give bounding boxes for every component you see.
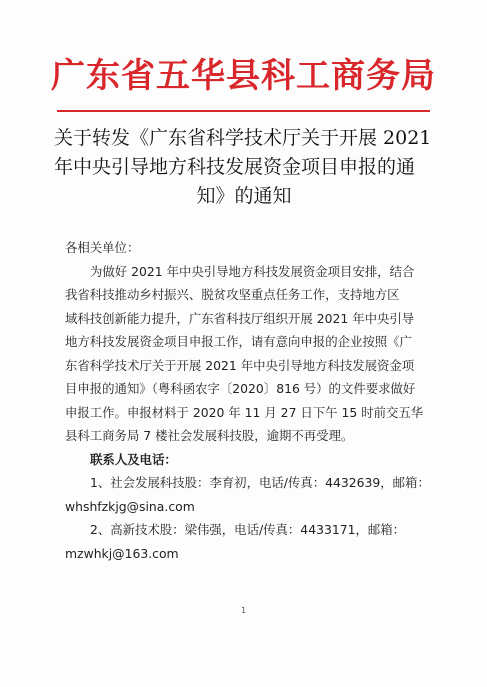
contact-1-line: 1、社会发展科技股：李育初，电话/传真：4432639，邮箱： xyxy=(90,475,430,490)
contacts-heading: 联系人及电话： xyxy=(90,451,177,467)
document-title xyxy=(54,124,434,211)
letterhead-org-name: 广东省五华县科工商务局 xyxy=(51,56,436,96)
paragraph-line: 地方科技发展资金项目申报工作，请有意向申报的企业按照《广 xyxy=(65,334,412,349)
paragraph-line: 域科技创新能力提升，广东省科技厅组织开展 2021 年中央引导 xyxy=(65,310,415,326)
paragraph-line: 目申报的通知》（粤科函农字〔2020〕816 号）的文件要求做好 xyxy=(65,381,416,396)
contact-1-email: whshfzkjg@sina.com xyxy=(65,498,195,514)
contact-2-line: 2、高新技术股：梁伟强，电话/传真：4433171，邮箱： xyxy=(90,522,406,537)
paragraph-line: 为做好 2021 年中央引导地方科技发展资金项目安排，结合 xyxy=(90,263,415,279)
title-line-1: 关于转发《广东省科学技术厅关于开展 2021 xyxy=(54,127,432,149)
title-line-3: 知》的通知 xyxy=(196,185,292,207)
paragraph-line: 东省科学技术厅关于开展 2021 年中央引导地方科技发展资金项 xyxy=(65,357,415,373)
paragraph-line: 我省科技推动乡村振兴、脱贫攻坚重点任务工作，支持地方区 xyxy=(65,287,400,302)
letterhead-red-rule xyxy=(57,110,430,112)
paragraph-line: 县科工商务局 7 楼社会发展科技股，逾期不再受理。 xyxy=(65,428,354,443)
paragraph-line: 申报工作。申报材料于 2020 年 11 月 27 日下午 15 时前交五华 xyxy=(65,404,424,420)
salutation: 各相关单位： xyxy=(65,240,140,255)
page-number: 1 xyxy=(240,606,247,615)
contact-2-email: mzwhkj@163.com xyxy=(65,545,179,561)
title-line-2: 年中央引导地方科技发展资金项目申报的通 xyxy=(54,156,416,178)
document-body xyxy=(65,236,433,565)
